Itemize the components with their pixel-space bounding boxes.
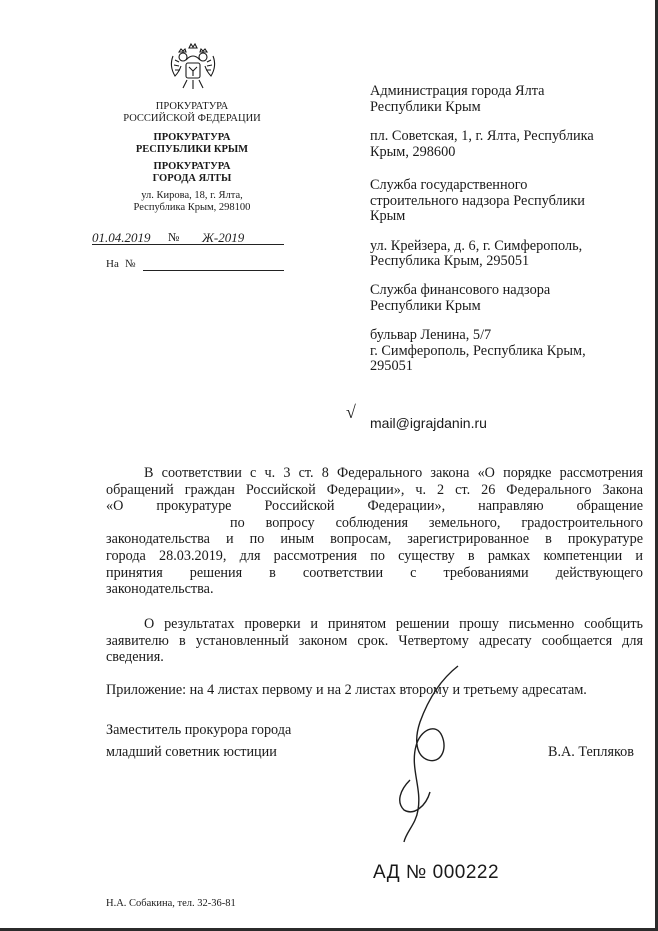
header-line: РОССИЙСКОЙ ФЕДЕРАЦИИ bbox=[123, 113, 261, 124]
date-handwritten: 01.04.2019 bbox=[92, 230, 151, 245]
registration-prefix: АД № bbox=[373, 862, 427, 883]
issuer-address: ул. Кирова, 18, г. Ялта, bbox=[141, 190, 243, 201]
recipient-address: г. Симферополь, Республика Крым, bbox=[370, 342, 586, 359]
attachment-line: Приложение: на 4 листах первому и на 2 листах второму и третьему адресатам. bbox=[106, 682, 587, 698]
signer-position: Заместитель прокурора города bbox=[106, 722, 292, 738]
recipient-address: ул. Крейзера, д. 6, г. Симферополь, bbox=[370, 237, 583, 254]
body-line: В соответствии с ч. 3 ст. 8 Федерального закона «О порядке рассмотрения bbox=[144, 465, 643, 481]
recipient-email: mail@igrajdanin.ru bbox=[370, 415, 487, 431]
coat-of-arms-emblem bbox=[167, 42, 219, 92]
body-line: «О прокуратуре Российской Федерации», направляю обращение bbox=[106, 498, 643, 515]
issuer-address: Республика Крым, 298100 bbox=[133, 202, 251, 213]
recipient-name: Служба финансового надзора bbox=[370, 282, 551, 298]
recipient-name: Республики Крым bbox=[370, 98, 481, 115]
body-line: города 28.03.2019, для рассмотрения по существу в рамках компетенции и bbox=[106, 547, 643, 564]
executor-footer: Н.А. Собакина, тел. 32-36-81 bbox=[106, 898, 236, 909]
header-line: ПРОКУРАТУРА bbox=[155, 101, 229, 112]
header-line: РЕСПУБЛИКИ КРЫМ bbox=[135, 144, 249, 155]
recipient-1 bbox=[370, 84, 594, 160]
recipient-name: Администрация города Ялта bbox=[370, 83, 545, 99]
registration-digits: 000222 bbox=[432, 862, 500, 883]
body-line: заявителю в установленный законом срок. Четвертому адресату сообщается для bbox=[106, 632, 643, 649]
body-paragraph-1 bbox=[106, 465, 643, 598]
header-line: ПРОКУРАТУРА bbox=[153, 132, 231, 143]
header-line: ГОРОДА ЯЛТЫ bbox=[152, 173, 232, 184]
recipient-3 bbox=[370, 283, 586, 375]
body-line: по вопросу соблюдения земельного, градостроительного bbox=[230, 514, 643, 531]
recipient-2 bbox=[370, 178, 585, 270]
body-line: обращений граждан Российской Федерации», ч. 2 ст. 26 Федерального Закона bbox=[106, 481, 643, 498]
body-line: законодательства и по иным вопросам, зарегистрированное в прокуратуре bbox=[106, 531, 643, 548]
handwritten-signature bbox=[370, 660, 490, 850]
body-paragraph-2 bbox=[106, 616, 643, 666]
body-line: О результатах проверки и принятом решении прошу письменно сообщить bbox=[144, 616, 643, 632]
number-sign: № bbox=[168, 230, 180, 244]
recipient-address: 295051 bbox=[370, 358, 413, 374]
na-underline bbox=[143, 270, 284, 271]
body-line: законодательства. bbox=[106, 581, 214, 598]
registration-number bbox=[373, 862, 499, 884]
recipient-name: Республики Крым bbox=[370, 297, 481, 314]
recipient-address: бульвар Ленина, 5/7 bbox=[370, 327, 492, 343]
signer-name: В.А. Тепляков bbox=[548, 744, 634, 760]
issuer-header bbox=[100, 101, 284, 214]
number-handwritten: Ж-2019 bbox=[202, 230, 245, 245]
date-underline bbox=[92, 244, 284, 245]
recipient-name: Служба государственного bbox=[370, 177, 528, 193]
recipient-name: строительного надзора Республики bbox=[370, 192, 585, 209]
recipient-address: Крым, 298600 bbox=[370, 143, 456, 160]
recipient-address: Республика Крым, 295051 bbox=[370, 253, 530, 269]
body-line: сведения. bbox=[106, 649, 164, 666]
na-number-sign: № bbox=[125, 258, 136, 270]
recipient-address: пл. Советская, 1, г. Ялта, Республика bbox=[370, 128, 594, 144]
body-line: принятия решения в соответствии с требованиями действующего bbox=[106, 564, 643, 581]
header-line: ПРОКУРАТУРА bbox=[153, 161, 231, 172]
recipient-name: Крым bbox=[370, 208, 406, 224]
signer-rank: младший советник юстиции bbox=[106, 744, 277, 760]
check-mark: √ bbox=[346, 402, 356, 422]
na-label: На bbox=[106, 258, 119, 270]
